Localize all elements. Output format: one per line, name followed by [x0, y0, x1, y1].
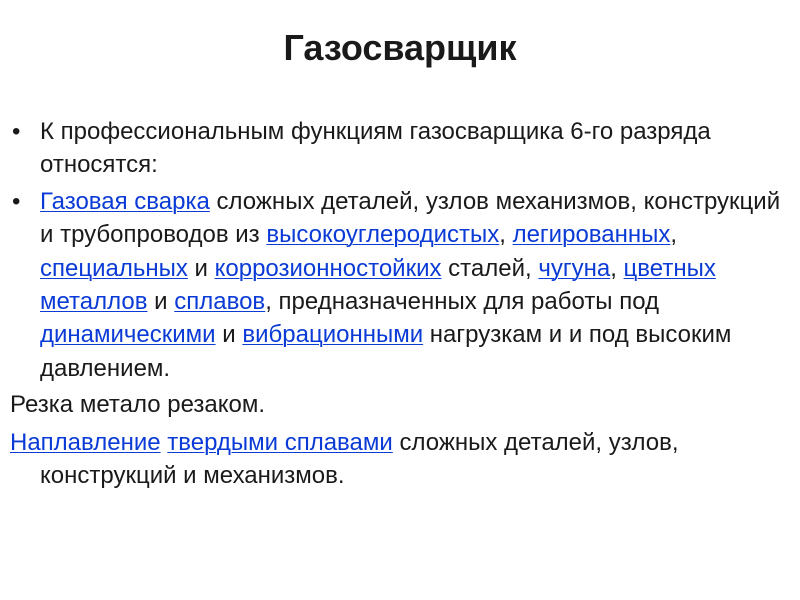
slide-title: Газосварщик	[283, 27, 517, 68]
paragraph-cutting	[10, 388, 792, 421]
text-fragment: и	[147, 288, 175, 316]
link-gas-welding[interactable]: Газовая сварка	[40, 187, 210, 215]
link-special[interactable]: специальных	[40, 254, 188, 282]
bullet-text: К профессиональным функциям газосварщика 6-го разряда относятся:	[40, 118, 711, 179]
paragraph-text: Резка метало резаком.	[10, 391, 266, 419]
text-fragment: ,	[499, 221, 513, 249]
bullet-item-gas-welding	[10, 185, 792, 385]
text-fragment: сложных деталей, узлов механизмов, конструкций и трубопроводов из	[40, 187, 781, 249]
link-corrosion-resistant[interactable]: коррозионностойких	[214, 254, 442, 282]
link-cast-iron[interactable]: чугуна	[538, 254, 611, 282]
text-fragment: сталей,	[441, 254, 539, 282]
bullet-dot-icon: •	[12, 187, 21, 215]
text-fragment: и	[215, 321, 243, 349]
text-fragment: , предназначенных для работы под	[265, 288, 660, 316]
link-alloys[interactable]: сплавов	[174, 288, 266, 316]
paragraph-surfacing	[10, 426, 792, 493]
bullet-dot-icon: •	[12, 118, 21, 145]
link-hard-alloys[interactable]: твердыми сплавами	[167, 428, 393, 456]
link-alloyed[interactable]: легированных	[512, 221, 671, 249]
text-fragment: и	[187, 254, 215, 282]
text-fragment: ,	[610, 254, 624, 282]
link-surfacing[interactable]: Наплавление	[10, 428, 161, 456]
link-non-ferrous-metals[interactable]: цветных металлов	[40, 254, 716, 316]
link-high-carbon[interactable]: высокоуглеродистых	[266, 221, 500, 249]
text-fragment: нагрузкам и и под высоким давлением.	[40, 321, 732, 382]
link-dynamic[interactable]: динамическими	[40, 321, 216, 349]
bullet-item-functions	[10, 115, 792, 182]
text-fragment: ,	[670, 221, 678, 249]
slide-content	[10, 115, 792, 496]
link-vibrational[interactable]: вибрационными	[242, 321, 424, 349]
text-fragment: сложных деталей, узлов, конструкций и механизмов.	[40, 428, 679, 490]
